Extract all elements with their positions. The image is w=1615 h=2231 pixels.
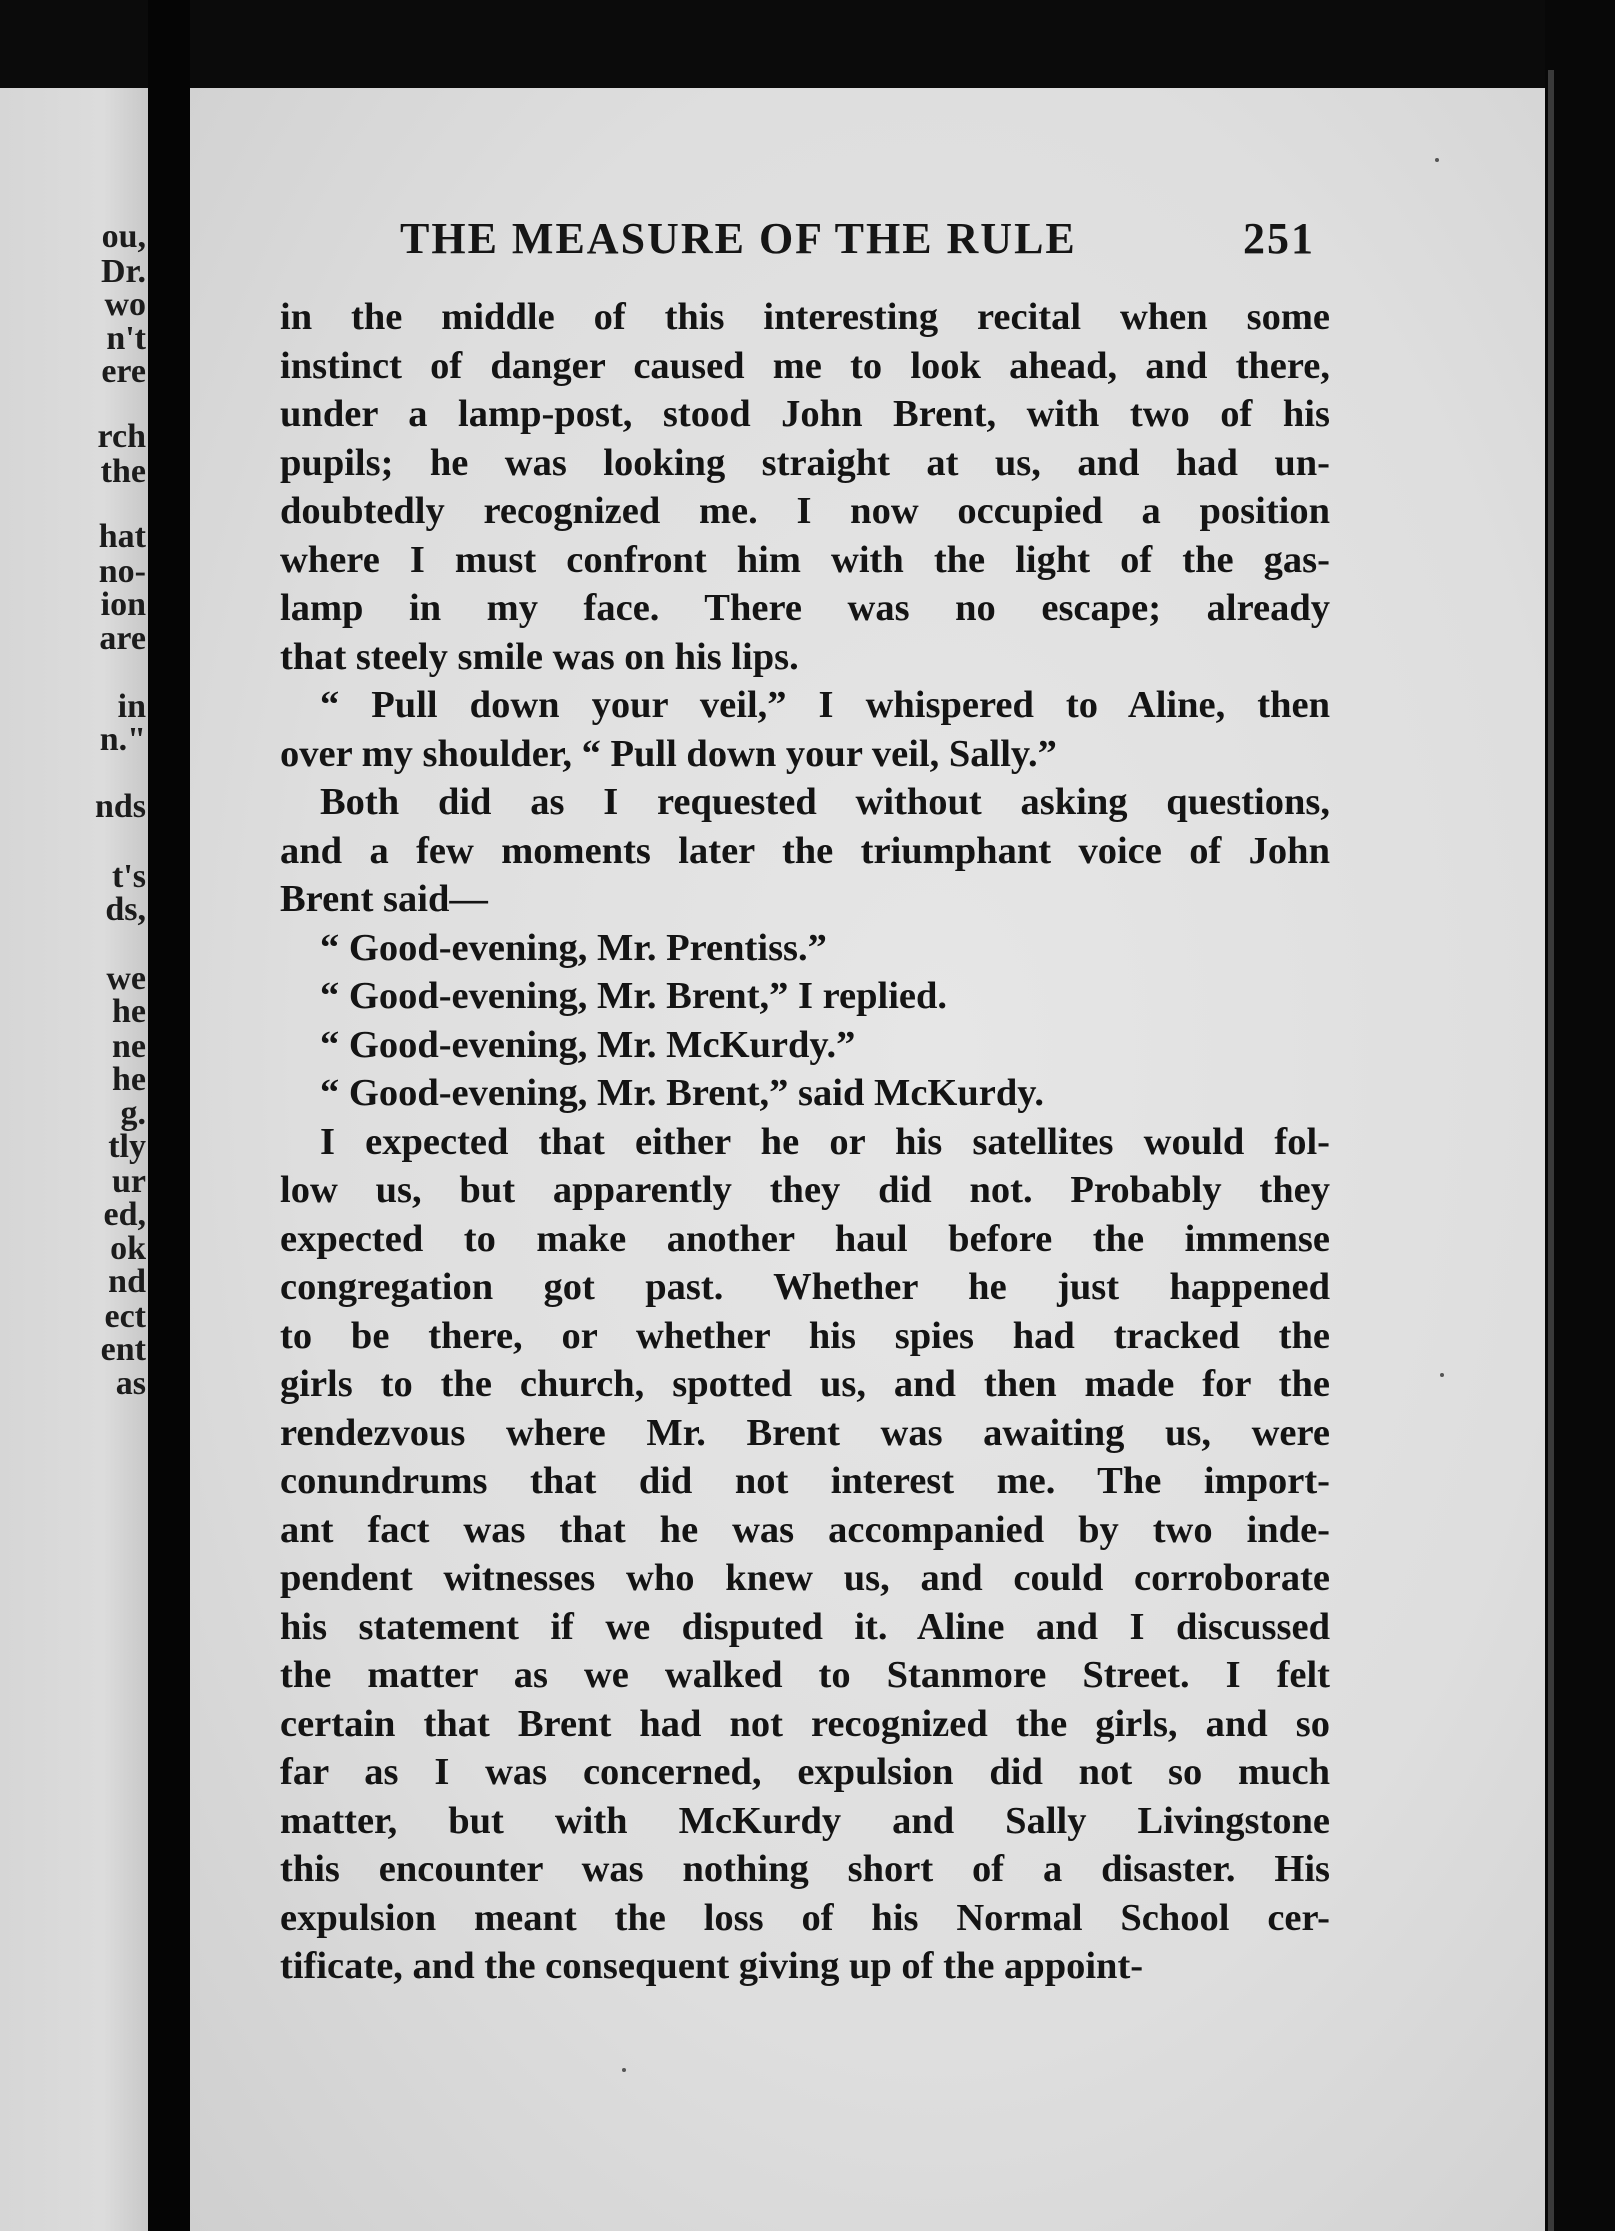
- text-line: “ Good-evening, Mr. Brent,” I replied.: [320, 975, 948, 1017]
- text-line: the matter as we walked to Stanmore Street. I felt: [280, 1654, 1330, 1696]
- text-line: instinct of danger caused me to look ahead, and there,: [280, 344, 1330, 387]
- running-head: [400, 213, 1530, 264]
- text-line: and a few moments later the triumphant voice of John: [280, 829, 1330, 872]
- book-gutter: [148, 0, 190, 2231]
- text-line: I expected that either he or his satellites would fol-: [320, 1120, 1330, 1163]
- text-line: that steely smile was on his lips.: [280, 635, 799, 678]
- text-line: “ Good-evening, Mr. Prentiss.”: [320, 926, 827, 969]
- text-line: this encounter was nothing short of a disaster. His: [280, 1848, 1330, 1890]
- paragraph: [280, 972, 1330, 1021]
- text-line: doubtedly recognized me. I now occupied a position: [280, 490, 1330, 532]
- left-page-fragment: as: [115, 1365, 146, 1402]
- text-line: expected to make another haul before the immense: [280, 1217, 1330, 1260]
- left-page-fragment: ed,: [103, 1196, 146, 1233]
- paragraph: [280, 1021, 1330, 1070]
- page-251: [190, 88, 1545, 2231]
- left-page-fragment: the: [100, 453, 146, 490]
- left-page-fragment: no-: [98, 553, 146, 590]
- page-number: 251: [1243, 214, 1315, 263]
- text-line: rendezvous where Mr. Brent was awaiting us, were: [280, 1411, 1330, 1454]
- text-line: girls to the church, spotted us, and then made for the: [280, 1363, 1330, 1405]
- left-page-fragment: he: [112, 993, 146, 1030]
- left-page-fragment: he: [112, 1061, 146, 1098]
- paragraph: [280, 924, 1330, 973]
- left-page-fragment: ds,: [105, 891, 146, 928]
- text-line: ant fact was that he was accompanied by two inde-: [280, 1508, 1330, 1551]
- left-page-fragment: hat: [98, 518, 146, 555]
- body-text: [280, 293, 1330, 1991]
- scan-speck: [1435, 158, 1439, 162]
- left-page-fragment: nds: [94, 788, 146, 825]
- left-page-fragment: we: [106, 960, 146, 997]
- left-page-fragment: Dr.: [100, 253, 146, 290]
- text-line: tificate, and the consequent giving up of the appoint-: [280, 1945, 1144, 1987]
- left-page-fragment: rch: [97, 418, 146, 455]
- running-head-title: THE MEASURE OF THE RULE: [400, 214, 1077, 263]
- left-page-edge: [0, 88, 148, 2231]
- text-line: to be there, or whether his spies had tracked the: [280, 1314, 1330, 1357]
- scan-speck: [1440, 1373, 1444, 1377]
- left-page-fragment: ou,: [101, 218, 146, 255]
- right-page-edge-strip: [1548, 70, 1554, 2231]
- text-line: Brent said—: [280, 878, 488, 920]
- right-scan-border: [1545, 0, 1615, 2231]
- text-line: “ Pull down your veil,” I whispered to Aline, then: [320, 684, 1330, 726]
- paragraph: [280, 778, 1330, 924]
- left-page-fragment: ent: [100, 1331, 146, 1368]
- text-line: matter, but with McKurdy and Sally Livingstone: [280, 1799, 1330, 1842]
- left-page-fragment: wo: [104, 286, 146, 323]
- left-page-fragment: ion: [100, 586, 146, 623]
- text-line: congregation got past. Whether he just happened: [280, 1266, 1330, 1308]
- left-page-fragment: n.": [99, 721, 146, 758]
- left-page-fragment: nd: [108, 1263, 146, 1300]
- text-line: expulsion meant the loss of his Normal School cer-: [280, 1896, 1330, 1939]
- text-line: where I must confront him with the light of the gas-: [280, 538, 1330, 581]
- text-line: lamp in my face. There was no escape; already: [280, 587, 1330, 629]
- left-page-fragment: ne: [112, 1028, 146, 1065]
- text-line: low us, but apparently they did not. Probably they: [280, 1169, 1330, 1211]
- text-line: over my shoulder, “ Pull down your veil, Sally.”: [280, 732, 1057, 775]
- text-line: “ Good-evening, Mr. Brent,” said McKurdy.: [320, 1072, 1045, 1114]
- left-page-fragment: g.: [120, 1095, 146, 1132]
- text-line: pendent witnesses who knew us, and could corroborate: [280, 1557, 1330, 1599]
- left-page-fragment: in: [117, 688, 146, 725]
- text-line: under a lamp-post, stood John Brent, with two of his: [280, 393, 1330, 435]
- text-line: Both did as I requested without asking questions,: [320, 781, 1330, 823]
- left-page-fragment: are: [99, 620, 146, 657]
- paragraph: [280, 293, 1330, 681]
- left-page-fragment: n't: [106, 320, 146, 357]
- text-line: “ Good-evening, Mr. McKurdy.”: [320, 1023, 856, 1066]
- text-line: his statement if we disputed it. Aline and I discussed: [280, 1605, 1330, 1648]
- left-page-fragment: ere: [101, 353, 146, 390]
- paragraph: [280, 1118, 1330, 1991]
- left-page-fragment: ok: [110, 1230, 146, 1267]
- text-line: conundrums that did not interest me. The import-: [280, 1460, 1330, 1502]
- paragraph: [280, 681, 1330, 778]
- paragraph: [280, 1069, 1330, 1118]
- left-page-fragment: ect: [104, 1298, 146, 1335]
- left-page-fragment: t's: [112, 858, 146, 895]
- text-line: in the middle of this interesting recital when some: [280, 296, 1330, 338]
- text-line: certain that Brent had not recognized the girls, and so: [280, 1702, 1330, 1745]
- text-line: pupils; he was looking straight at us, and had un-: [280, 441, 1330, 484]
- scan-speck: [622, 2068, 626, 2072]
- text-line: far as I was concerned, expulsion did not so much: [280, 1751, 1330, 1793]
- left-page-fragment: tly: [108, 1128, 146, 1165]
- left-page-fragment: ur: [112, 1163, 146, 1200]
